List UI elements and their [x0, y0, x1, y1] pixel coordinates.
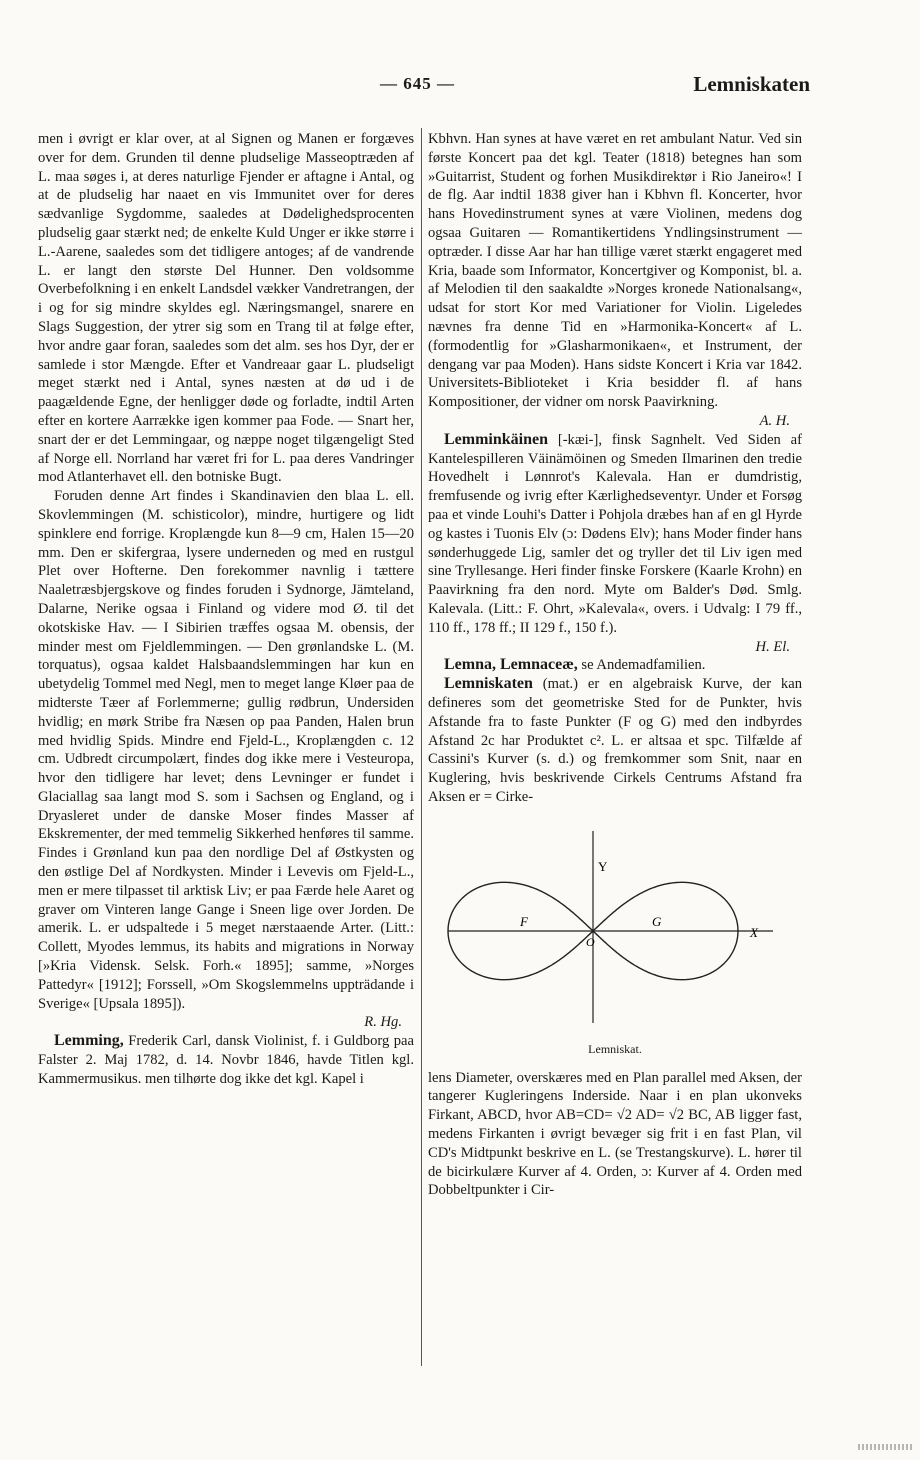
signature-row — [38, 1013, 414, 1032]
entry-headword: Lemminkäinen — [444, 430, 549, 448]
running-head: Lemniskaten — [693, 72, 810, 96]
scan-mark — [858, 1444, 912, 1450]
entry-lemminkainen — [428, 431, 802, 638]
figure-caption: Lemniskat. — [588, 1041, 642, 1056]
entry-body: [-kæi-], finsk Sagnhelt. Ved Siden af Kantelespilleren Väinämöinen og Smeden Ilmarinen den tredie Hovedhelt i Lønnrot's Kalevala. Han er dumdristig, fremfusende og ivrig efter Kærlighedseventyr. Under et Forsøg paa et vinde Louhi's Datter i Pohjola dræbes han af en gl Hyrde og kastes i Tuonis Elv (ɔ: Dødens Elv); hans Moder finder hans sønderhuggede Lig, samler det og tryller det til Liv igen med sine Tryllesange. Heri finder finske Forskere (Kaarle Krohn) en Paavirkning fra den nord. Myte om Balder's Død. Smlg. Kalevala. (Litt.: F. Ohrt, »Kalevala«, overs. i Udvalg: I 79 ff., 110 ff., 178 ff.; II 129 f., 150 f.). — [428, 431, 802, 636]
entry-lemna — [428, 656, 802, 675]
column-divider — [421, 128, 422, 1366]
lemniscate-diagram — [428, 813, 802, 1043]
paragraph: Kbhvn. Han synes at have været en ret ambulant Natur. Ved sin første Koncert paa det kgl. Teater (1818) betegnes han som »Guitarrist, Student og forhen Musikdirektør i Rio Janeiro«! I de flg. Aar indtil 1838 giver han i Kbhvn fl. Koncerter, hvor hans Hovedinstrument synes at være Violinen, medens dog ogsaa Guitaren — Romantikertidens Yndlingsinstrument — optræder. I disse Aar har han tillige været stærkt engageret med Kria, baade som Informator, Koncertgiver og Komponist, bl. a. af Melodien til den saakaldte »Norges kronede Nationalsang«, udsat for stort Kor med Variationer for Violin. Ligeledes nævnes fra denne Tid en »Harmonika-Koncert« af L. (formodentlig for »Glasharmonikaen«, et Instrument, der dengang var paa Moden). Hans sidste Koncert i Kria var 1842. Universitets-Biblioteket i Kria besidder fl. af hans Kompositioner, der vidner om norsk Paavirkning. — [428, 131, 802, 411]
entry-body: (mat.) er en algebraisk Kurve, der kan defineres som det geometriske Sted for de Punkter, hvis Afstande fra to faste Punkter (F og G) med den indbyrdes Afstand 2c har Produktet c². L. er altsaa et spc. Tilfælde af Cassini's Kurver (s. d.) og fremkommer som Snit, naar en Kuglering, hvis beskrivende Cirkels Centrums Afstand fra Aksen er = Cirke- — [428, 676, 802, 805]
entry-body: se Andemadfamilien. — [577, 657, 706, 674]
paragraph: lens Diameter, overskæres med en Plan parallel med Aksen, der tangerer Kugleringens Inderside. Naar i en plan ukonveks Firkant, ABCD, hvor AB=CD= √2 AD= √2 BC, AB ligger fast, medens Firkanten i øvrigt bevæger sig frit i en fast Plan, vil CD's Midtpunkt beskrive en L. (se Trestangskurve). L. hører til de bicirkulære Kurver af 4. Orden, ɔ: Kurver af 4. Orden med Dobbeltpunkter i Cir- — [428, 1069, 802, 1199]
page-number: — 645 — — [380, 74, 455, 93]
author-signature: R. Hg. — [364, 1014, 402, 1031]
g-label: G — [652, 913, 662, 929]
page-header — [40, 72, 810, 102]
entry-headword: Lemming, — [54, 1032, 124, 1050]
entry-headword: Lemniskaten — [444, 675, 533, 693]
author-signature: H. El. — [755, 638, 790, 655]
o-label: O — [586, 934, 595, 949]
y-label: Y — [598, 858, 608, 874]
lemniscate-figure — [428, 813, 802, 1063]
paragraph: men i øvrigt er klar over, at al Signen og Manen er forgæves over for dem. Grunden til denne pludselige Masseoptræden af L. maa søges i, at deres naturlige Fjender er aftagne i Antal, og at de pludselig har naaet en vis Immunitet over for deres sædvanlige Sygdomme, saaledes at Dødelighedsprocenten pludselig gaar stærkt ned; de enkelte Kuld Unger er ikke større i L.-Aarene, saaledes som det tidligere antoges; af de vandrende L. er langt den største Del Hunner. Den voldsomme Overbefolkning i en enkelt Landsdel vækker Vandretrangen, der i og for sig mindre skyldes egl. Næringsmangel, snarere en Slags Suggestion, der ytrer sig som en Trang til at følge efter, hvor andre gaar foran, saaledes som det alm. ses hos Dyr, der er samlede i stor Mængde. Efter et Vandreaar gaar L. pludseligt meget stærkt ned i Antal, synes næsten at dø ud i de paagældende Egne, der henligger døde og forladte, indtil Arten efter en kortere Aarrække igen kommer paa Fode. — Snart her, snart der er det Lemmingaar, og næppe noget tilgængeligt Sted af Norge ell. Norrland har været fri for L. paa deres Vandringer mod Atlanterhavet ell. den botniske Bugt. — [38, 131, 414, 486]
entry-headword: Lemna, Lemnaceæ, — [444, 656, 578, 674]
entry-lemniskaten — [428, 675, 802, 807]
entry-body: Frederik Carl, dansk Violinist, f. i Guldborg paa Falster 2. Maj 1782, d. 14. Novbr 1846, havde Titlen kgl. Kammermusikus. men tilhørte dog ikke det kgl. Kapel i — [38, 1033, 414, 1087]
entry-lemming — [38, 1032, 414, 1088]
paragraph: Foruden denne Art findes i Skandinavien den blaa L. ell. Skovlemmingen (M. schisticolor), mindre, hurtigere og lidt spinklere end forrige. Kroplængde kun 8—9 cm, Halen 15—20 mm. Den er skifergraa, lysere underneden og med en rustgul Plet over Hofterne. Den forekommer navnlig i tættere Naaletræsbjergskove og findes foruden i Sydnorge, Jämteland, Dalarne, Nerike ogsaa i Finland og videre mod Ø. til det okotskiske Hav. — I Sibirien træffes ogsaa M. obensis, der minder mest om Fjeldlemmingen. — Den grønlandske L. (M. torquatus), ogsaa kaldet Halsbaandslemmingen har kun en ubetydelig Tommel med Negl, men to meget lange Kløer paa de midterste Tæer af Forlemmerne; gullig rødbrun, Undersiden hvidlig; en mørk Stribe fra Næsen op paa Panden, Halen brun med hvidlig Spids. Mindre end Fjeld-L., Kroplængden c. 12 cm. Udbredt circumpolært, findes dog ikke mere i Vesteuropa, hvor den tidligere har levet; dens Levninger er fundet i Glaciallag saa langt mod S. som i Sachsen og England, og i Dryasleret under de danske Moser findes Masser af Ekskrementer, der med temmelig Sikkerhed henføres til samme. Findes i Grønland kun paa den nordlige Del af Østkysten og den østlige Del af Nordkysten. Minder i Levevis om Fjeld-L., men er mere tilpasset til arktisk Liv; er paa Færde hele Aaret og graver om Vinteren lange Gange i Sneen lige over Jorden. De amerik. L. er udspaltede i 5 meget nærstaaende Arter. (Litt.: Collett, Myodes lemmus, its habits and migrations in Norway [»Kria Vidensk. Selsk. Forh.« 1895]; samme, »Norges Pattedyr« [1912]; Forssell, »Om Skogslemmelns uppträdande i Sverige« [Upsala 1895]). — [38, 488, 414, 1012]
author-signature: A. H. — [759, 412, 790, 429]
signature-row — [428, 638, 802, 657]
f-label: F — [520, 913, 528, 929]
x-label: X — [750, 924, 758, 940]
right-column — [428, 130, 802, 1200]
left-column — [38, 130, 414, 1089]
signature-row — [428, 412, 802, 431]
